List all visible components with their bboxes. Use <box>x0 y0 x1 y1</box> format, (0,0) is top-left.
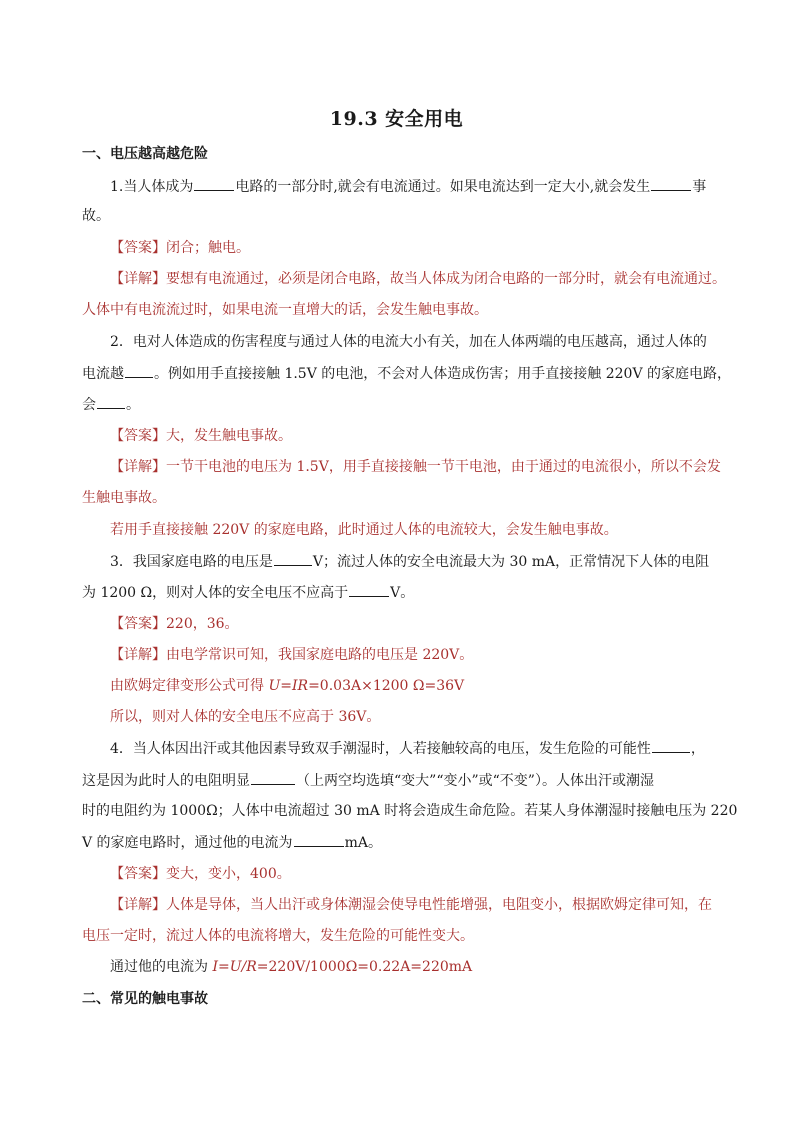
q1-detail-2: 人体中有电流流过时，如果电流一直增大的话，会发生触电事故。 <box>82 302 488 318</box>
q3-text-c: 为 1200 Ω，则对人体的安全电压不应高于 <box>82 585 349 601</box>
q3-detail-3: 所以，则对人体的安全电压不应高于 36V。 <box>110 709 381 725</box>
q1-text-b: 电路的一部分时,就会有电流通过。如果电流达到一定大小,就会发生 <box>235 179 651 195</box>
q1-detail-text-1: 要想有电流通过，必须是闭合电路，故当人体成为闭合电路的一部分时，就会有电流通过。 <box>166 271 726 287</box>
q3-blank-2 <box>349 582 389 597</box>
detail-tag: 【详解】 <box>110 459 166 475</box>
q2-text-a: 电流越 <box>82 366 124 382</box>
q1-text-c: 事 <box>692 179 707 195</box>
q2-text-c: 会 <box>82 397 96 413</box>
q3-formula-intro: 由欧姆定律变形公式可得 <box>110 678 269 694</box>
q4-detail-text-1: 人体是导体，当人出汗或身体潮湿会使导电性能增强，电阻变小，根据欧姆定律可知，在 <box>166 897 712 913</box>
q2-line-2 <box>82 363 731 384</box>
q2-blank-2 <box>97 394 125 409</box>
q4-text-f: mA。 <box>344 835 382 851</box>
q2-detail-2: 生触电事故。 <box>82 490 166 506</box>
q4-detail-1 <box>110 895 712 915</box>
q4-answer <box>110 864 291 884</box>
answer-tag: 【答案】 <box>110 428 166 444</box>
q3-blank-1 <box>274 551 312 566</box>
q4-blank-1 <box>652 738 690 753</box>
q4-line-2 <box>82 770 654 791</box>
q3-text-a: 3．我国家庭电路的电压是 <box>110 554 273 570</box>
q3-formula-ir: IR <box>292 678 309 694</box>
q3-text-b: V；流过人体的安全电流最大为 30 mA，正常情况下人体的电阻 <box>312 554 710 570</box>
q3-detail-2 <box>110 676 464 696</box>
q3-text-d: V。 <box>390 585 415 601</box>
detail-tag: 【详解】 <box>110 271 166 287</box>
q3-formula-eq: = <box>280 678 292 694</box>
q2-text-b: 。例如用手直接接触 1.5V 的电池，不会对人体造成伤害；用手直接接触 220V 的家庭电路， <box>154 366 732 382</box>
q2-blank-1 <box>125 363 153 378</box>
detail-tag: 【详解】 <box>110 647 166 663</box>
q2-line-3 <box>82 394 140 415</box>
q3-detail-1 <box>110 645 473 665</box>
q1-text-a: 1.当人体成为 <box>110 179 194 195</box>
q1-blank-2 <box>651 176 691 191</box>
q3-formula-u: U <box>268 678 281 694</box>
q3-detail-text-1: 由电学常识可知，我国家庭电路的电压是 220V。 <box>166 647 474 663</box>
section-heading-2: 二、常见的触电事故 <box>82 991 208 1007</box>
q4-formula-rest: =220V/1000Ω=0.22A=220mA <box>256 959 473 975</box>
q1-answer-text: 闭合；触电。 <box>166 240 250 256</box>
answer-tag: 【答案】 <box>110 240 166 256</box>
q4-line-4 <box>82 832 382 853</box>
q4-text-a: 4．当人体因出汗或其他因素导致双手潮湿时，人若接触较高的电压，发生危险的可能性 <box>110 741 651 757</box>
q4-formula-eq: = <box>217 959 230 975</box>
q4-text-e: V 的家庭电路时，通过他的电流为 <box>82 835 293 851</box>
q1-blank-1 <box>194 176 234 191</box>
q4-detail-3 <box>110 957 472 977</box>
q4-text-c: 这是因为此时人的电阻明显 <box>82 773 250 789</box>
q1-line-2: 故。 <box>82 208 110 224</box>
q3-line-1 <box>110 551 709 572</box>
q4-answer-text: 变大，变小，400。 <box>166 866 291 882</box>
q2-detail-text-1: 一节干电池的电压为 1.5V，用手直接接触一节干电池，由于通过的电流很小，所以不会发 <box>166 459 721 475</box>
q4-blank-3 <box>294 832 344 847</box>
q4-text-b: ， <box>690 741 705 757</box>
q1-line-1 <box>110 176 706 197</box>
q3-answer-text: 220，36。 <box>166 616 239 632</box>
q4-formula-ur: U/R <box>229 959 257 975</box>
q3-formula-rest: =0.03A×1200 Ω=36V <box>308 678 465 694</box>
q4-text-d: （上两空均选填“变大”“变小”或“不变”）。人体出汗或潮湿 <box>296 773 654 789</box>
q1-detail-1 <box>110 269 726 289</box>
q4-line-1 <box>110 738 705 759</box>
q4-detail-2: 电压一定时，流过人体的电流将增大，发生危险的可能性变大。 <box>82 928 474 944</box>
q2-answer <box>110 426 292 446</box>
q4-line-3: 时的电阻约为 1000Ω；人体中电流超过 30 mA 时将会造成生命危险。若某人身体潮湿时接触电压为 220 <box>82 803 738 819</box>
q3-answer <box>110 614 239 634</box>
q2-detail-3: 若用手直接接触 220V 的家庭电路，此时通过人体的电流较大，会发生触电事故。 <box>110 522 618 538</box>
answer-tag: 【答案】 <box>110 866 166 882</box>
section-heading-1: 一、电压越高越危险 <box>82 146 208 162</box>
q4-blank-2 <box>251 770 295 785</box>
answer-tag: 【答案】 <box>110 616 166 632</box>
q2-answer-text: 大，发生触电事故。 <box>166 428 292 444</box>
detail-tag: 【详解】 <box>110 897 166 913</box>
q3-line-2 <box>82 582 414 603</box>
q1-answer <box>110 238 250 258</box>
page-title: 19.3 安全用电 <box>329 108 464 130</box>
q2-detail-1 <box>110 457 721 477</box>
q2-text-d: 。 <box>126 397 140 413</box>
q4-formula-intro: 通过他的电流为 <box>110 959 213 975</box>
q2-line-1: 2．电对人体造成的伤害程度与通过人体的电流大小有关，加在人体两端的电压越高，通过人体的 <box>110 334 707 350</box>
q4-formula-i: I <box>212 959 218 975</box>
